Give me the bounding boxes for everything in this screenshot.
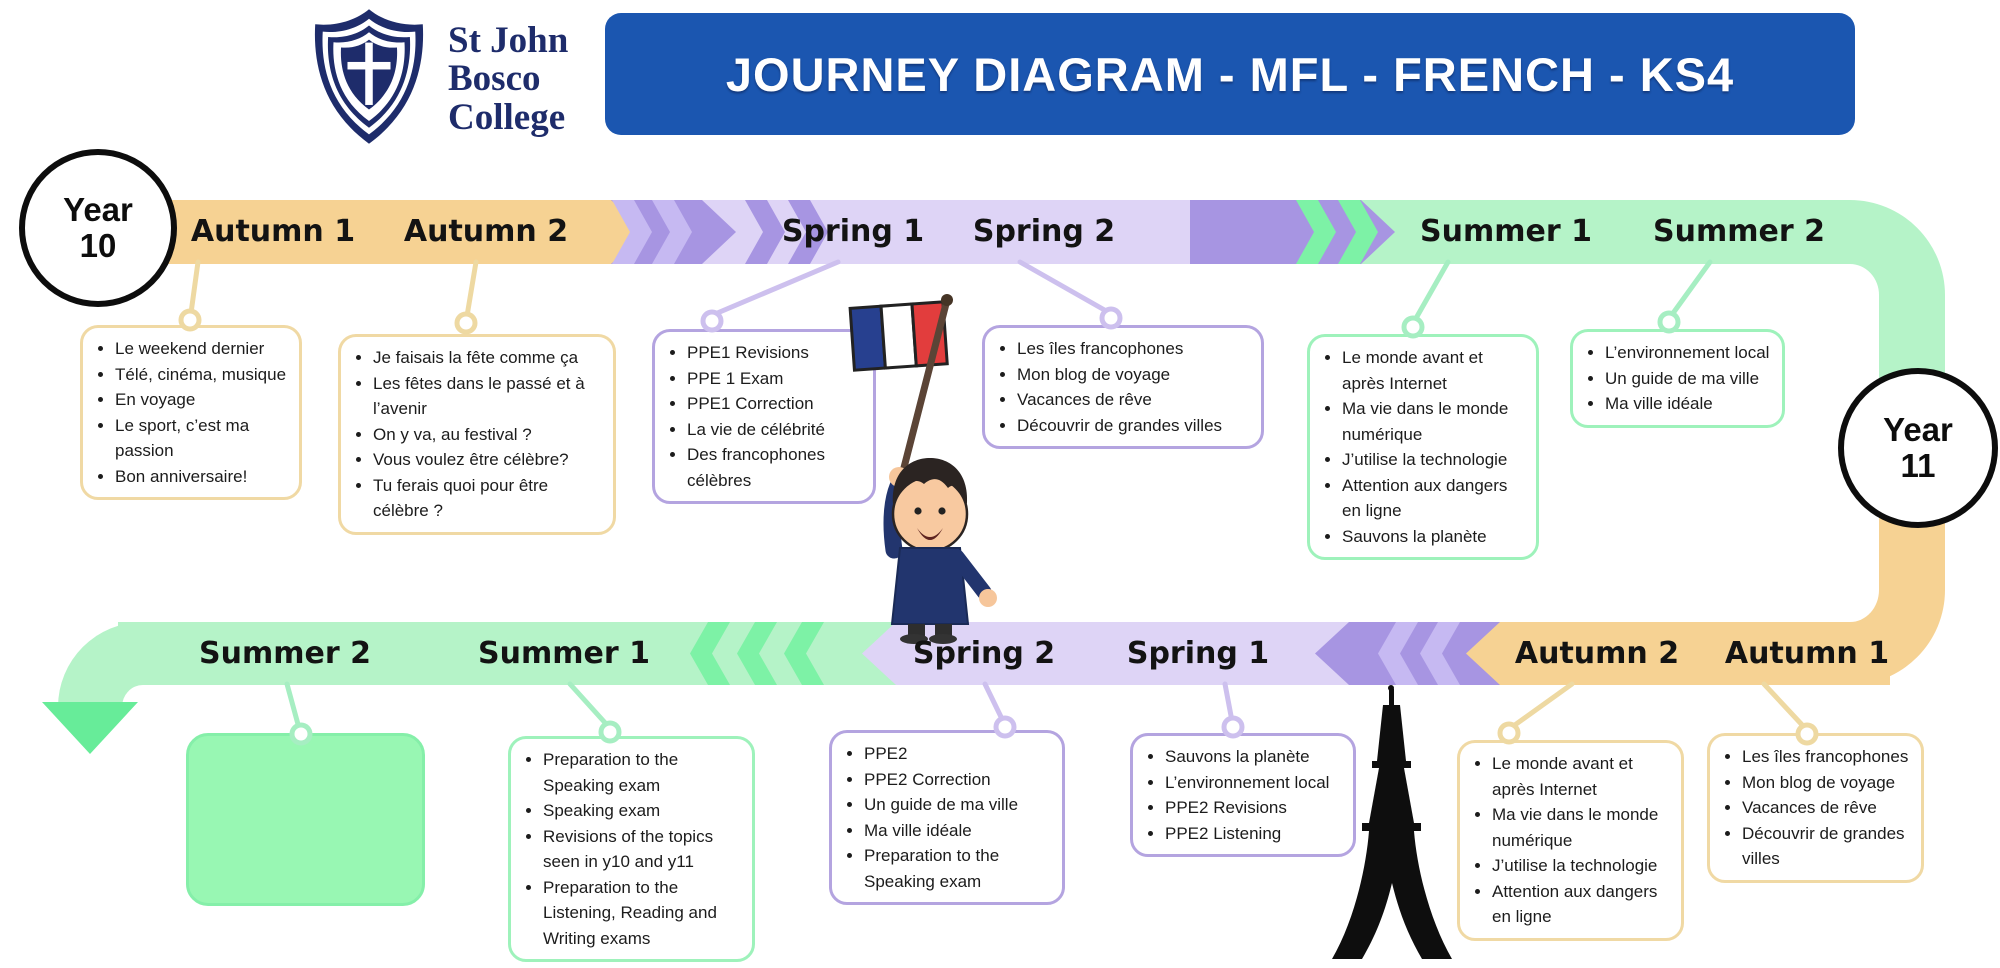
- topic-item: • En voyage: [115, 387, 291, 413]
- topic-item: • L’environnement local: [1165, 770, 1345, 796]
- topic-list: [1577, 340, 1774, 417]
- topic-item: • Ma ville idéale: [1605, 391, 1774, 417]
- topic-list: [1137, 744, 1345, 846]
- topic-item: • Sauvons la planète: [1165, 744, 1345, 770]
- topic-item: • Le monde avant et après Internet: [1342, 345, 1528, 396]
- badge-text: Year: [1883, 411, 1953, 449]
- school-name-line: St John: [448, 20, 569, 61]
- journey-end-arrow-icon: [42, 702, 138, 754]
- topic-box-y11-autumn1: [1707, 733, 1924, 883]
- topic-item: • Télé, cinéma, musique: [115, 362, 291, 388]
- topic-item: • PPE1 Revisions: [687, 340, 865, 366]
- page-title: JOURNEY DIAGRAM - MFL - FRENCH - KS4: [725, 47, 1735, 101]
- topic-list: [1314, 345, 1528, 549]
- topic-item: • Ma vie dans le monde numérique: [1342, 396, 1528, 447]
- topic-item: • J’utilise la technologie: [1342, 447, 1528, 473]
- topic-item: • Vacances de rêve: [1017, 387, 1253, 413]
- topic-item: • PPE2 Revisions: [1165, 795, 1345, 821]
- term-label-y11-autumn2: Autumn 2: [1514, 636, 1680, 671]
- topic-item: • Speaking exam: [543, 798, 744, 824]
- topic-item: • Le weekend dernier: [115, 336, 291, 362]
- topic-box-y11-spring1: [1130, 733, 1356, 857]
- topic-item: • Preparation to the Speaking exam: [543, 747, 744, 798]
- year-10-badge: [19, 149, 177, 307]
- topic-item: • Des francophones célèbres: [687, 442, 865, 493]
- topic-list: [515, 747, 744, 951]
- topic-list: [989, 336, 1253, 438]
- topic-item: • Vous voulez être célèbre?: [373, 447, 605, 473]
- boy-with-french-flag-illustration: [842, 292, 1027, 644]
- topic-list: [87, 336, 291, 489]
- topic-list: [659, 340, 865, 493]
- term-label-y10-summer1: Summer 1: [1420, 214, 1592, 249]
- topic-item: • PPE 1 Exam: [687, 366, 865, 392]
- topic-item: • L’environnement local: [1605, 340, 1774, 366]
- topic-item: • Ma vie dans le monde numérique: [1492, 802, 1673, 853]
- term-label-y11-summer2: Summer 2: [199, 636, 371, 671]
- topic-item: • Revisions of the topics seen in y10 and y11: [543, 824, 744, 875]
- topic-item: • Un guide de ma ville: [1605, 366, 1774, 392]
- term-label-y10-autumn1: Autumn 1: [190, 214, 356, 249]
- topic-item: • PPE1 Correction: [687, 391, 865, 417]
- topic-item: • Sauvons la planète: [1342, 524, 1528, 550]
- school-name: [448, 22, 568, 137]
- topic-item: • Les îles francophones: [1742, 744, 1913, 770]
- topic-list: [1464, 751, 1673, 930]
- term-label-y10-summer2: Summer 2: [1653, 214, 1825, 249]
- year-11-badge: [1838, 368, 1998, 528]
- topic-item: • Découvrir de grandes villes: [1017, 413, 1253, 439]
- topic-box-y11-spring2: [829, 730, 1065, 905]
- topic-box-y10-summer1: [1307, 334, 1539, 560]
- topic-item: • Vacances de rêve: [1742, 795, 1913, 821]
- topic-box-y10-autumn1: [80, 325, 302, 500]
- topic-item: • Preparation to the Speaking exam: [864, 843, 1054, 894]
- topic-item: • Le sport, c’est ma passion: [115, 413, 291, 464]
- topic-item: • Un guide de ma ville: [864, 792, 1054, 818]
- topic-item: • Mon blog de voyage: [1742, 770, 1913, 796]
- topic-box-y11-autumn2: [1457, 740, 1684, 941]
- topic-item: • Je faisais la fête comme ça: [373, 345, 605, 371]
- school-name-line: College: [448, 96, 566, 138]
- term-label-y11-spring1: Spring 1: [1126, 636, 1270, 671]
- school-crest-icon: [283, 6, 455, 148]
- topic-item: • Les fêtes dans le passé et à l’avenir: [373, 371, 605, 422]
- topic-list: [345, 345, 605, 524]
- term-label-y10-spring1: Spring 1: [781, 214, 925, 249]
- topic-box-y10-summer2: [1570, 329, 1785, 428]
- topic-item: • PPE2 Correction: [864, 767, 1054, 793]
- term-label-y11-spring2: Spring 2: [912, 636, 1056, 671]
- topic-item: • J’utilise la technologie: [1492, 853, 1673, 879]
- topic-item: • PPE2 Listening: [1165, 821, 1345, 847]
- topic-box-y11-summer1: [508, 736, 755, 962]
- topic-item: • PPE2: [864, 741, 1054, 767]
- badge-text: Year: [63, 191, 133, 229]
- title-banner: [605, 13, 1855, 135]
- topic-list: [836, 741, 1054, 894]
- topic-box-y11-summer2-empty: [186, 733, 425, 906]
- term-label-y11-autumn1: Autumn 1: [1724, 636, 1890, 671]
- topic-item: • Le monde avant et après Internet: [1492, 751, 1673, 802]
- topic-item: • Bon anniversaire!: [115, 464, 291, 490]
- topic-item: • Découvrir de grandes villes: [1742, 821, 1913, 872]
- topic-item: • Attention aux dangers en ligne: [1342, 473, 1528, 524]
- topic-item: • Tu ferais quoi pour être célèbre ?: [373, 473, 605, 524]
- topic-item: • Mon blog de voyage: [1017, 362, 1253, 388]
- topic-item: • Attention aux dangers en ligne: [1492, 879, 1673, 930]
- topic-item: • Preparation to the Listening, Reading and Writing exams: [543, 875, 744, 952]
- term-label-y11-summer1: Summer 1: [478, 636, 650, 671]
- topic-item: • La vie de célébrité: [687, 417, 865, 443]
- badge-text: 10: [79, 227, 117, 264]
- term-label-y10-spring2: Spring 2: [972, 214, 1116, 249]
- topic-box-y10-autumn2: [338, 334, 616, 535]
- term-label-y10-autumn2: Autumn 2: [403, 214, 569, 249]
- topic-item: • Les îles francophones: [1017, 336, 1253, 362]
- topic-item: • On y va, au festival ?: [373, 422, 605, 448]
- topic-list: [1714, 744, 1913, 872]
- school-name-line: Bosco: [448, 58, 541, 100]
- topic-item: • Ma ville idéale: [864, 818, 1054, 844]
- badge-text: 11: [1900, 447, 1936, 484]
